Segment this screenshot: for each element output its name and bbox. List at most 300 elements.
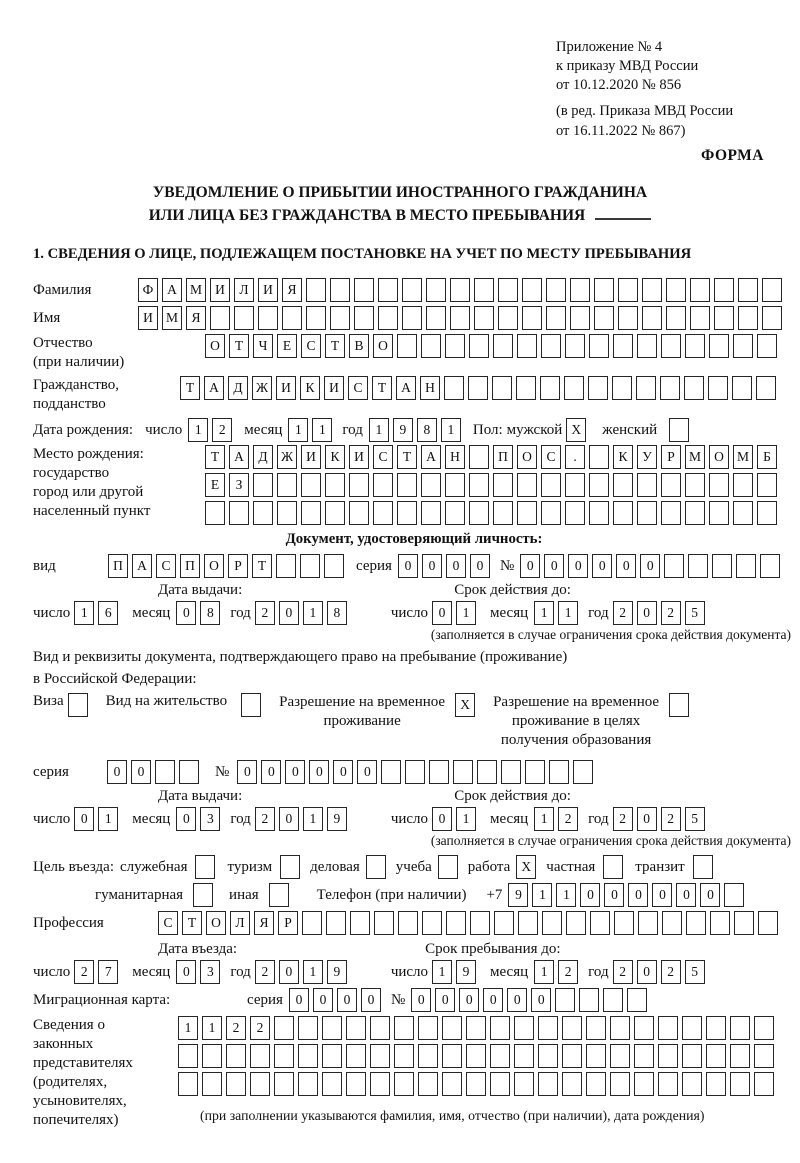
sex-male-checkbox[interactable]: X bbox=[566, 418, 586, 442]
form-cell[interactable] bbox=[690, 278, 710, 302]
form-cell[interactable]: 9 bbox=[393, 418, 413, 442]
edu-permit-checkbox[interactable] bbox=[669, 693, 689, 717]
form-cell[interactable] bbox=[714, 306, 734, 330]
form-cell[interactable]: З bbox=[229, 473, 249, 497]
form-cell[interactable]: Н bbox=[420, 376, 440, 400]
form-cell[interactable]: 0 bbox=[289, 988, 309, 1012]
form-cell[interactable]: О bbox=[206, 911, 226, 935]
form-cell[interactable]: 2 bbox=[661, 807, 681, 831]
form-cell[interactable]: Б bbox=[757, 445, 777, 469]
form-cell[interactable]: 0 bbox=[470, 554, 490, 578]
form-cell[interactable]: 0 bbox=[507, 988, 527, 1012]
form-cell[interactable] bbox=[573, 760, 593, 784]
form-cell[interactable] bbox=[706, 1072, 726, 1096]
form-cell[interactable]: С bbox=[158, 911, 178, 935]
form-cell[interactable]: 0 bbox=[604, 883, 624, 907]
form-cell[interactable] bbox=[610, 1016, 630, 1040]
form-cell[interactable]: 3 bbox=[200, 807, 220, 831]
purpose-study-checkbox[interactable] bbox=[438, 855, 458, 879]
form-cell[interactable] bbox=[370, 1044, 390, 1068]
form-cell[interactable] bbox=[538, 1044, 558, 1068]
form-cell[interactable]: 1 bbox=[369, 418, 389, 442]
form-cell[interactable]: 6 bbox=[98, 601, 118, 625]
form-cell[interactable]: 0 bbox=[237, 760, 257, 784]
form-cell[interactable]: О bbox=[204, 554, 224, 578]
form-cell[interactable] bbox=[397, 501, 417, 525]
form-cell[interactable] bbox=[570, 306, 590, 330]
form-cell[interactable] bbox=[466, 1072, 486, 1096]
form-cell[interactable]: 9 bbox=[508, 883, 528, 907]
form-cell[interactable]: 2 bbox=[613, 960, 633, 984]
form-cell[interactable] bbox=[709, 501, 729, 525]
form-cell[interactable] bbox=[562, 1016, 582, 1040]
form-cell[interactable] bbox=[253, 473, 273, 497]
form-cell[interactable]: 8 bbox=[417, 418, 437, 442]
form-cell[interactable] bbox=[378, 278, 398, 302]
form-cell[interactable] bbox=[733, 473, 753, 497]
form-cell[interactable] bbox=[522, 306, 542, 330]
form-cell[interactable] bbox=[426, 306, 446, 330]
form-cell[interactable]: 0 bbox=[357, 760, 377, 784]
form-cell[interactable] bbox=[490, 1016, 510, 1040]
form-cell[interactable]: 0 bbox=[285, 760, 305, 784]
form-cell[interactable]: 0 bbox=[176, 960, 196, 984]
form-cell[interactable]: 2 bbox=[558, 960, 578, 984]
form-cell[interactable] bbox=[469, 334, 489, 358]
form-cell[interactable] bbox=[688, 554, 708, 578]
form-cell[interactable]: 0 bbox=[580, 883, 600, 907]
form-cell[interactable] bbox=[710, 911, 730, 935]
form-cell[interactable] bbox=[588, 376, 608, 400]
form-cell[interactable]: 0 bbox=[279, 960, 299, 984]
form-cell[interactable] bbox=[760, 554, 780, 578]
form-cell[interactable] bbox=[474, 278, 494, 302]
form-cell[interactable] bbox=[756, 376, 776, 400]
form-cell[interactable] bbox=[517, 334, 537, 358]
form-cell[interactable]: 0 bbox=[459, 988, 479, 1012]
form-cell[interactable]: 8 bbox=[200, 601, 220, 625]
form-cell[interactable] bbox=[634, 1016, 654, 1040]
form-cell[interactable] bbox=[666, 278, 686, 302]
form-cell[interactable] bbox=[373, 501, 393, 525]
form-cell[interactable]: Т bbox=[180, 376, 200, 400]
form-cell[interactable]: К bbox=[300, 376, 320, 400]
form-cell[interactable] bbox=[589, 445, 609, 469]
form-cell[interactable] bbox=[466, 1016, 486, 1040]
form-cell[interactable] bbox=[346, 1072, 366, 1096]
form-cell[interactable] bbox=[627, 988, 647, 1012]
form-cell[interactable] bbox=[757, 334, 777, 358]
form-cell[interactable] bbox=[525, 760, 545, 784]
form-cell[interactable] bbox=[708, 376, 728, 400]
form-cell[interactable] bbox=[762, 278, 782, 302]
form-cell[interactable] bbox=[346, 1044, 366, 1068]
form-cell[interactable] bbox=[661, 473, 681, 497]
form-cell[interactable] bbox=[690, 306, 710, 330]
form-cell[interactable] bbox=[586, 1044, 606, 1068]
form-cell[interactable] bbox=[538, 1072, 558, 1096]
form-cell[interactable]: 1 bbox=[202, 1016, 222, 1040]
form-cell[interactable] bbox=[636, 376, 656, 400]
form-cell[interactable]: 0 bbox=[628, 883, 648, 907]
form-cell[interactable] bbox=[546, 278, 566, 302]
form-cell[interactable] bbox=[562, 1072, 582, 1096]
sex-female-checkbox[interactable] bbox=[669, 418, 689, 442]
form-cell[interactable] bbox=[274, 1072, 294, 1096]
form-cell[interactable] bbox=[330, 278, 350, 302]
form-cell[interactable] bbox=[709, 473, 729, 497]
form-cell[interactable] bbox=[564, 376, 584, 400]
form-cell[interactable]: Р bbox=[228, 554, 248, 578]
form-cell[interactable] bbox=[658, 1072, 678, 1096]
form-cell[interactable] bbox=[397, 473, 417, 497]
form-cell[interactable] bbox=[350, 911, 370, 935]
form-cell[interactable]: 0 bbox=[432, 601, 452, 625]
form-cell[interactable]: 2 bbox=[613, 807, 633, 831]
form-cell[interactable] bbox=[468, 376, 488, 400]
form-cell[interactable] bbox=[538, 1016, 558, 1040]
form-cell[interactable]: 9 bbox=[456, 960, 476, 984]
form-cell[interactable]: С bbox=[156, 554, 176, 578]
form-cell[interactable] bbox=[274, 1044, 294, 1068]
form-cell[interactable] bbox=[517, 473, 537, 497]
form-cell[interactable]: 2 bbox=[558, 807, 578, 831]
form-cell[interactable] bbox=[405, 760, 425, 784]
form-cell[interactable] bbox=[733, 334, 753, 358]
form-cell[interactable] bbox=[298, 1044, 318, 1068]
form-cell[interactable] bbox=[594, 278, 614, 302]
form-cell[interactable] bbox=[469, 445, 489, 469]
form-cell[interactable] bbox=[666, 306, 686, 330]
form-cell[interactable] bbox=[370, 1016, 390, 1040]
form-cell[interactable] bbox=[442, 1072, 462, 1096]
form-cell[interactable] bbox=[322, 1072, 342, 1096]
form-cell[interactable] bbox=[498, 278, 518, 302]
form-cell[interactable] bbox=[258, 306, 278, 330]
form-cell[interactable] bbox=[614, 911, 634, 935]
form-cell[interactable]: К bbox=[613, 445, 633, 469]
form-cell[interactable]: 0 bbox=[337, 988, 357, 1012]
form-cell[interactable] bbox=[562, 1044, 582, 1068]
form-cell[interactable] bbox=[517, 501, 537, 525]
form-cell[interactable]: 0 bbox=[446, 554, 466, 578]
form-cell[interactable]: 1 bbox=[303, 960, 323, 984]
form-cell[interactable]: 1 bbox=[534, 807, 554, 831]
form-cell[interactable]: 0 bbox=[568, 554, 588, 578]
form-cell[interactable]: Д bbox=[228, 376, 248, 400]
form-cell[interactable]: М bbox=[733, 445, 753, 469]
form-cell[interactable]: Ж bbox=[277, 445, 297, 469]
form-cell[interactable] bbox=[492, 376, 512, 400]
form-cell[interactable] bbox=[637, 501, 657, 525]
form-cell[interactable]: О bbox=[709, 445, 729, 469]
form-cell[interactable] bbox=[298, 1016, 318, 1040]
form-cell[interactable] bbox=[394, 1044, 414, 1068]
form-cell[interactable]: М bbox=[162, 306, 182, 330]
form-cell[interactable]: И bbox=[138, 306, 158, 330]
form-cell[interactable]: А bbox=[396, 376, 416, 400]
form-cell[interactable] bbox=[516, 376, 536, 400]
form-cell[interactable] bbox=[330, 306, 350, 330]
form-cell[interactable] bbox=[453, 760, 473, 784]
form-cell[interactable] bbox=[638, 911, 658, 935]
form-cell[interactable] bbox=[590, 911, 610, 935]
form-cell[interactable] bbox=[398, 911, 418, 935]
form-cell[interactable] bbox=[603, 988, 623, 1012]
form-cell[interactable] bbox=[542, 911, 562, 935]
form-cell[interactable]: И bbox=[349, 445, 369, 469]
form-cell[interactable]: К bbox=[325, 445, 345, 469]
form-cell[interactable]: 1 bbox=[558, 601, 578, 625]
form-cell[interactable]: 0 bbox=[279, 807, 299, 831]
form-cell[interactable] bbox=[422, 911, 442, 935]
form-cell[interactable]: 1 bbox=[456, 807, 476, 831]
form-cell[interactable]: А bbox=[204, 376, 224, 400]
form-cell[interactable] bbox=[300, 554, 320, 578]
form-cell[interactable] bbox=[205, 501, 225, 525]
form-cell[interactable] bbox=[685, 501, 705, 525]
form-cell[interactable]: 0 bbox=[637, 807, 657, 831]
form-cell[interactable] bbox=[402, 306, 422, 330]
form-cell[interactable]: 1 bbox=[312, 418, 332, 442]
form-cell[interactable]: 5 bbox=[685, 601, 705, 625]
form-cell[interactable] bbox=[734, 911, 754, 935]
form-cell[interactable] bbox=[469, 501, 489, 525]
form-cell[interactable] bbox=[210, 306, 230, 330]
form-cell[interactable] bbox=[613, 334, 633, 358]
form-cell[interactable] bbox=[178, 1044, 198, 1068]
form-cell[interactable] bbox=[276, 554, 296, 578]
form-cell[interactable]: Е bbox=[205, 473, 225, 497]
form-cell[interactable]: 0 bbox=[592, 554, 612, 578]
form-cell[interactable]: 1 bbox=[188, 418, 208, 442]
form-cell[interactable] bbox=[394, 1072, 414, 1096]
form-cell[interactable] bbox=[555, 988, 575, 1012]
form-cell[interactable]: О bbox=[373, 334, 393, 358]
purpose-other-checkbox[interactable] bbox=[269, 883, 289, 907]
form-cell[interactable]: И bbox=[258, 278, 278, 302]
form-cell[interactable] bbox=[326, 911, 346, 935]
form-cell[interactable]: Т bbox=[325, 334, 345, 358]
form-cell[interactable] bbox=[466, 1044, 486, 1068]
form-cell[interactable]: 0 bbox=[131, 760, 151, 784]
form-cell[interactable] bbox=[714, 278, 734, 302]
form-cell[interactable] bbox=[570, 278, 590, 302]
form-cell[interactable] bbox=[594, 306, 614, 330]
form-cell[interactable]: 1 bbox=[303, 601, 323, 625]
form-cell[interactable]: Ф bbox=[138, 278, 158, 302]
form-cell[interactable] bbox=[370, 1072, 390, 1096]
form-cell[interactable] bbox=[445, 501, 465, 525]
form-cell[interactable]: 1 bbox=[74, 601, 94, 625]
form-cell[interactable] bbox=[306, 278, 326, 302]
form-cell[interactable]: О bbox=[517, 445, 537, 469]
form-cell[interactable]: Я bbox=[186, 306, 206, 330]
form-cell[interactable] bbox=[610, 1044, 630, 1068]
form-cell[interactable] bbox=[541, 473, 561, 497]
form-cell[interactable]: 0 bbox=[422, 554, 442, 578]
form-cell[interactable] bbox=[682, 1044, 702, 1068]
form-cell[interactable] bbox=[549, 760, 569, 784]
form-cell[interactable] bbox=[730, 1072, 750, 1096]
form-cell[interactable] bbox=[202, 1044, 222, 1068]
form-cell[interactable]: Я bbox=[282, 278, 302, 302]
form-cell[interactable]: 0 bbox=[676, 883, 696, 907]
form-cell[interactable]: 1 bbox=[456, 601, 476, 625]
form-cell[interactable] bbox=[373, 473, 393, 497]
form-cell[interactable] bbox=[450, 278, 470, 302]
form-cell[interactable] bbox=[397, 334, 417, 358]
form-cell[interactable] bbox=[762, 306, 782, 330]
form-cell[interactable]: 5 bbox=[685, 960, 705, 984]
form-cell[interactable] bbox=[685, 473, 705, 497]
form-cell[interactable] bbox=[155, 760, 175, 784]
form-cell[interactable] bbox=[474, 306, 494, 330]
form-cell[interactable] bbox=[322, 1044, 342, 1068]
form-cell[interactable] bbox=[494, 911, 514, 935]
form-cell[interactable]: 0 bbox=[74, 807, 94, 831]
form-cell[interactable]: 0 bbox=[520, 554, 540, 578]
form-cell[interactable]: 0 bbox=[640, 554, 660, 578]
form-cell[interactable]: Т bbox=[372, 376, 392, 400]
form-cell[interactable]: 2 bbox=[74, 960, 94, 984]
form-cell[interactable] bbox=[613, 473, 633, 497]
form-cell[interactable] bbox=[501, 760, 521, 784]
form-cell[interactable]: М bbox=[685, 445, 705, 469]
form-cell[interactable] bbox=[709, 334, 729, 358]
form-cell[interactable]: 9 bbox=[327, 807, 347, 831]
form-cell[interactable]: А bbox=[162, 278, 182, 302]
form-cell[interactable]: 0 bbox=[432, 807, 452, 831]
form-cell[interactable] bbox=[541, 334, 561, 358]
form-cell[interactable] bbox=[566, 911, 586, 935]
form-cell[interactable] bbox=[754, 1044, 774, 1068]
purpose-work-checkbox[interactable]: X bbox=[516, 855, 536, 879]
form-cell[interactable] bbox=[301, 501, 321, 525]
form-cell[interactable] bbox=[546, 306, 566, 330]
form-cell[interactable] bbox=[682, 1072, 702, 1096]
form-cell[interactable] bbox=[179, 760, 199, 784]
form-cell[interactable]: П bbox=[493, 445, 513, 469]
form-cell[interactable] bbox=[685, 334, 705, 358]
form-cell[interactable]: 1 bbox=[532, 883, 552, 907]
form-cell[interactable] bbox=[306, 306, 326, 330]
form-cell[interactable] bbox=[634, 1072, 654, 1096]
form-cell[interactable]: 2 bbox=[255, 601, 275, 625]
form-cell[interactable] bbox=[706, 1016, 726, 1040]
form-cell[interactable] bbox=[637, 334, 657, 358]
form-cell[interactable]: 0 bbox=[361, 988, 381, 1012]
form-cell[interactable]: О bbox=[205, 334, 225, 358]
form-cell[interactable] bbox=[302, 911, 322, 935]
form-cell[interactable] bbox=[565, 473, 585, 497]
form-cell[interactable] bbox=[613, 501, 633, 525]
form-cell[interactable] bbox=[586, 1072, 606, 1096]
form-cell[interactable] bbox=[493, 501, 513, 525]
form-cell[interactable]: 0 bbox=[107, 760, 127, 784]
form-cell[interactable] bbox=[732, 376, 752, 400]
form-cell[interactable] bbox=[682, 1016, 702, 1040]
form-cell[interactable] bbox=[661, 334, 681, 358]
form-cell[interactable] bbox=[637, 473, 657, 497]
form-cell[interactable] bbox=[202, 1072, 222, 1096]
form-cell[interactable] bbox=[664, 554, 684, 578]
form-cell[interactable]: С bbox=[301, 334, 321, 358]
form-cell[interactable]: Л bbox=[230, 911, 250, 935]
form-cell[interactable]: Т bbox=[205, 445, 225, 469]
form-cell[interactable] bbox=[381, 760, 401, 784]
form-cell[interactable] bbox=[757, 473, 777, 497]
purpose-commercial-checkbox[interactable] bbox=[366, 855, 386, 879]
purpose-business-checkbox[interactable] bbox=[195, 855, 215, 879]
form-cell[interactable] bbox=[706, 1044, 726, 1068]
form-cell[interactable] bbox=[354, 306, 374, 330]
form-cell[interactable] bbox=[589, 334, 609, 358]
form-cell[interactable]: Д bbox=[253, 445, 273, 469]
form-cell[interactable] bbox=[226, 1044, 246, 1068]
form-cell[interactable] bbox=[658, 1016, 678, 1040]
purpose-transit-checkbox[interactable] bbox=[693, 855, 713, 879]
form-cell[interactable] bbox=[445, 473, 465, 497]
form-cell[interactable] bbox=[274, 1016, 294, 1040]
form-cell[interactable] bbox=[586, 1016, 606, 1040]
form-cell[interactable]: 0 bbox=[531, 988, 551, 1012]
form-cell[interactable]: 2 bbox=[613, 601, 633, 625]
form-cell[interactable]: 0 bbox=[333, 760, 353, 784]
form-cell[interactable] bbox=[660, 376, 680, 400]
form-cell[interactable] bbox=[730, 1016, 750, 1040]
form-cell[interactable]: 0 bbox=[309, 760, 329, 784]
form-cell[interactable] bbox=[298, 1072, 318, 1096]
form-cell[interactable]: Ч bbox=[253, 334, 273, 358]
form-cell[interactable]: 1 bbox=[178, 1016, 198, 1040]
form-cell[interactable]: Н bbox=[445, 445, 465, 469]
form-cell[interactable]: 0 bbox=[313, 988, 333, 1012]
form-cell[interactable]: 9 bbox=[327, 960, 347, 984]
form-cell[interactable] bbox=[490, 1072, 510, 1096]
form-cell[interactable]: Ж bbox=[252, 376, 272, 400]
form-cell[interactable] bbox=[514, 1016, 534, 1040]
form-cell[interactable] bbox=[253, 501, 273, 525]
form-cell[interactable] bbox=[565, 501, 585, 525]
form-cell[interactable]: А bbox=[421, 445, 441, 469]
form-cell[interactable]: Т bbox=[397, 445, 417, 469]
form-cell[interactable] bbox=[738, 306, 758, 330]
form-cell[interactable] bbox=[470, 911, 490, 935]
form-cell[interactable] bbox=[374, 911, 394, 935]
form-cell[interactable] bbox=[618, 306, 638, 330]
form-cell[interactable] bbox=[589, 501, 609, 525]
purpose-tourism-checkbox[interactable] bbox=[280, 855, 300, 879]
form-cell[interactable] bbox=[301, 473, 321, 497]
form-cell[interactable] bbox=[426, 278, 446, 302]
form-cell[interactable] bbox=[418, 1044, 438, 1068]
form-cell[interactable] bbox=[733, 501, 753, 525]
form-cell[interactable] bbox=[610, 1072, 630, 1096]
form-cell[interactable]: А bbox=[229, 445, 249, 469]
form-cell[interactable]: 1 bbox=[98, 807, 118, 831]
form-cell[interactable]: С bbox=[373, 445, 393, 469]
form-cell[interactable]: Л bbox=[234, 278, 254, 302]
form-cell[interactable] bbox=[349, 473, 369, 497]
form-cell[interactable]: Р bbox=[278, 911, 298, 935]
form-cell[interactable]: И bbox=[276, 376, 296, 400]
form-cell[interactable]: В bbox=[349, 334, 369, 358]
form-cell[interactable]: 0 bbox=[700, 883, 720, 907]
form-cell[interactable] bbox=[250, 1072, 270, 1096]
form-cell[interactable] bbox=[421, 473, 441, 497]
form-cell[interactable] bbox=[444, 376, 464, 400]
